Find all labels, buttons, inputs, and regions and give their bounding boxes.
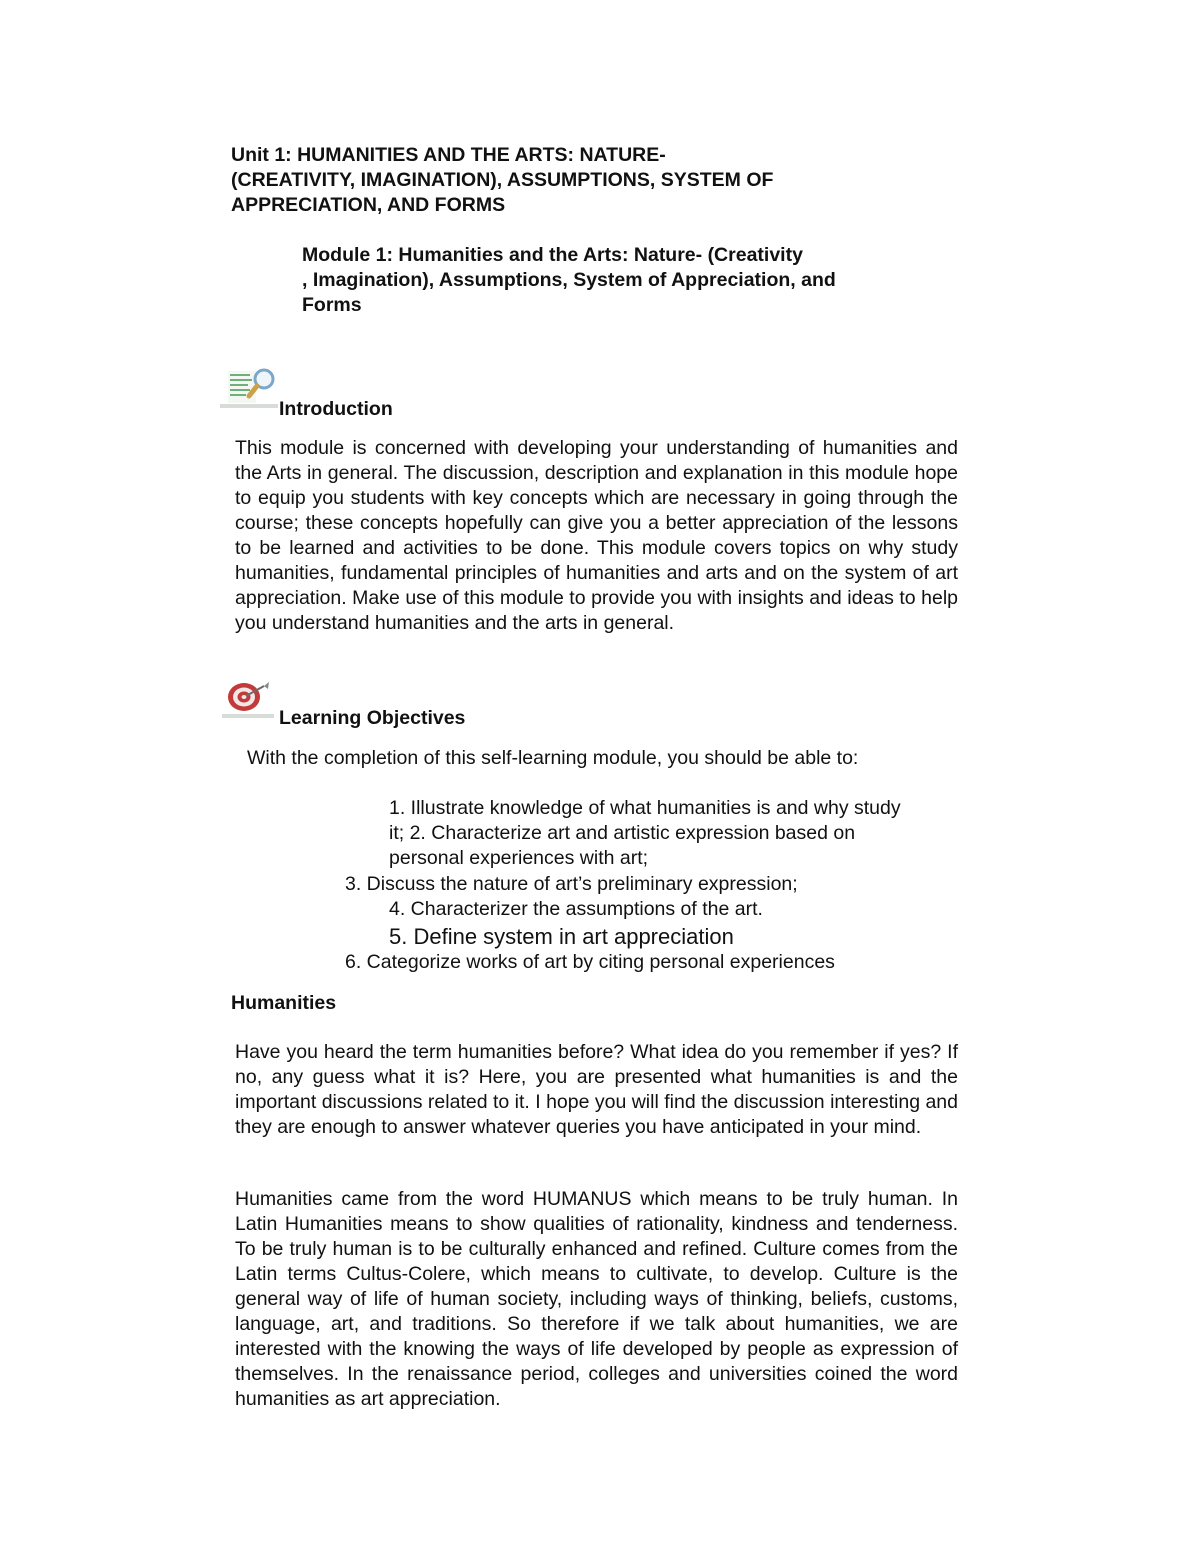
module-title [302, 243, 942, 318]
humanities-paragraph-1 [231, 1040, 958, 1140]
objective-line: personal experiences with art; [389, 847, 649, 869]
introduction-text: This module is concerned with developing your understanding of humanities and the Arts in general. The discussion, description and explanation in this module hope to equip you students with key concepts which are necessary in going through the course; these concepts hopefully can give you a better appreciation of the lessons to be learned and activities to be done. This module covers topics on why study humanities, fundamental principles of humanities and arts and on the system of art appreciation. Make use of this module to provide you with insights and ideas to help you understand humanities and the arts in general. [235, 437, 958, 634]
magnifier-document-icon [220, 365, 282, 411]
target-icon [222, 680, 278, 720]
introduction-paragraph [231, 436, 958, 636]
unit-title [231, 143, 931, 218]
objective-line: 6. Categorize works of art by citing personal experiences [345, 951, 835, 973]
module-title-line: , Imagination), Assumptions, System of Appreciation, and [302, 269, 836, 291]
objectives-heading: Learning Objectives [279, 707, 466, 729]
unit-title-line: (CREATIVITY, IMAGINATION), ASSUMPTIONS, SYSTEM OF [231, 169, 774, 191]
objective-line: 1. Illustrate knowledge of what humanities is and why study [389, 797, 901, 819]
humanities-heading: Humanities [231, 992, 337, 1014]
humanities-text-1: Have you heard the term humanities before? What idea do you remember if yes? If no, any guess what it is? Here, you are presented what humanities is and the important discussions related to it. I hope you will find the discussion interesting and they are enough to answer whatever queries you have anticipated in your mind. [235, 1041, 958, 1138]
introduction-heading: Introduction [279, 398, 393, 420]
objective-line: 5. Define system in art appreciation [389, 924, 734, 949]
humanities-text-2: Humanities came from the word HUMANUS which means to be truly human. In Latin Humanities means to show qualities of rationality, kindness and tenderness. To be truly human is to be culturally enhanced and refined. Culture comes from the Latin terms Cultus-Colere, which means to cultivate, to develop. Culture is the general way of life of human society, including ways of thinking, beliefs, customs, language, art, and traditions. So therefore if we talk about humanities, we are interested with the knowing the ways of life developed by people as expression of themselves. In the renaissance period, colleges and universities coined the word humanities as art appreciation. [235, 1188, 958, 1410]
unit-title-line: Unit 1: HUMANITIES AND THE ARTS: NATURE- [231, 144, 666, 166]
objective-line: 3. Discuss the nature of art’s preliminary expression; [345, 873, 798, 895]
objective-line: it; 2. Characterize art and artistic expression based on [389, 822, 856, 844]
module-title-line: Forms [302, 294, 362, 316]
objectives-intro: With the completion of this self-learning module, you should be able to: [247, 747, 859, 769]
humanities-paragraph-2 [231, 1187, 958, 1412]
objective-line: 4. Characterizer the assumptions of the art. [389, 898, 763, 920]
module-title-line: Module 1: Humanities and the Arts: Nature- (Creativity [302, 244, 803, 266]
unit-title-line: APPRECIATION, AND FORMS [231, 194, 506, 216]
